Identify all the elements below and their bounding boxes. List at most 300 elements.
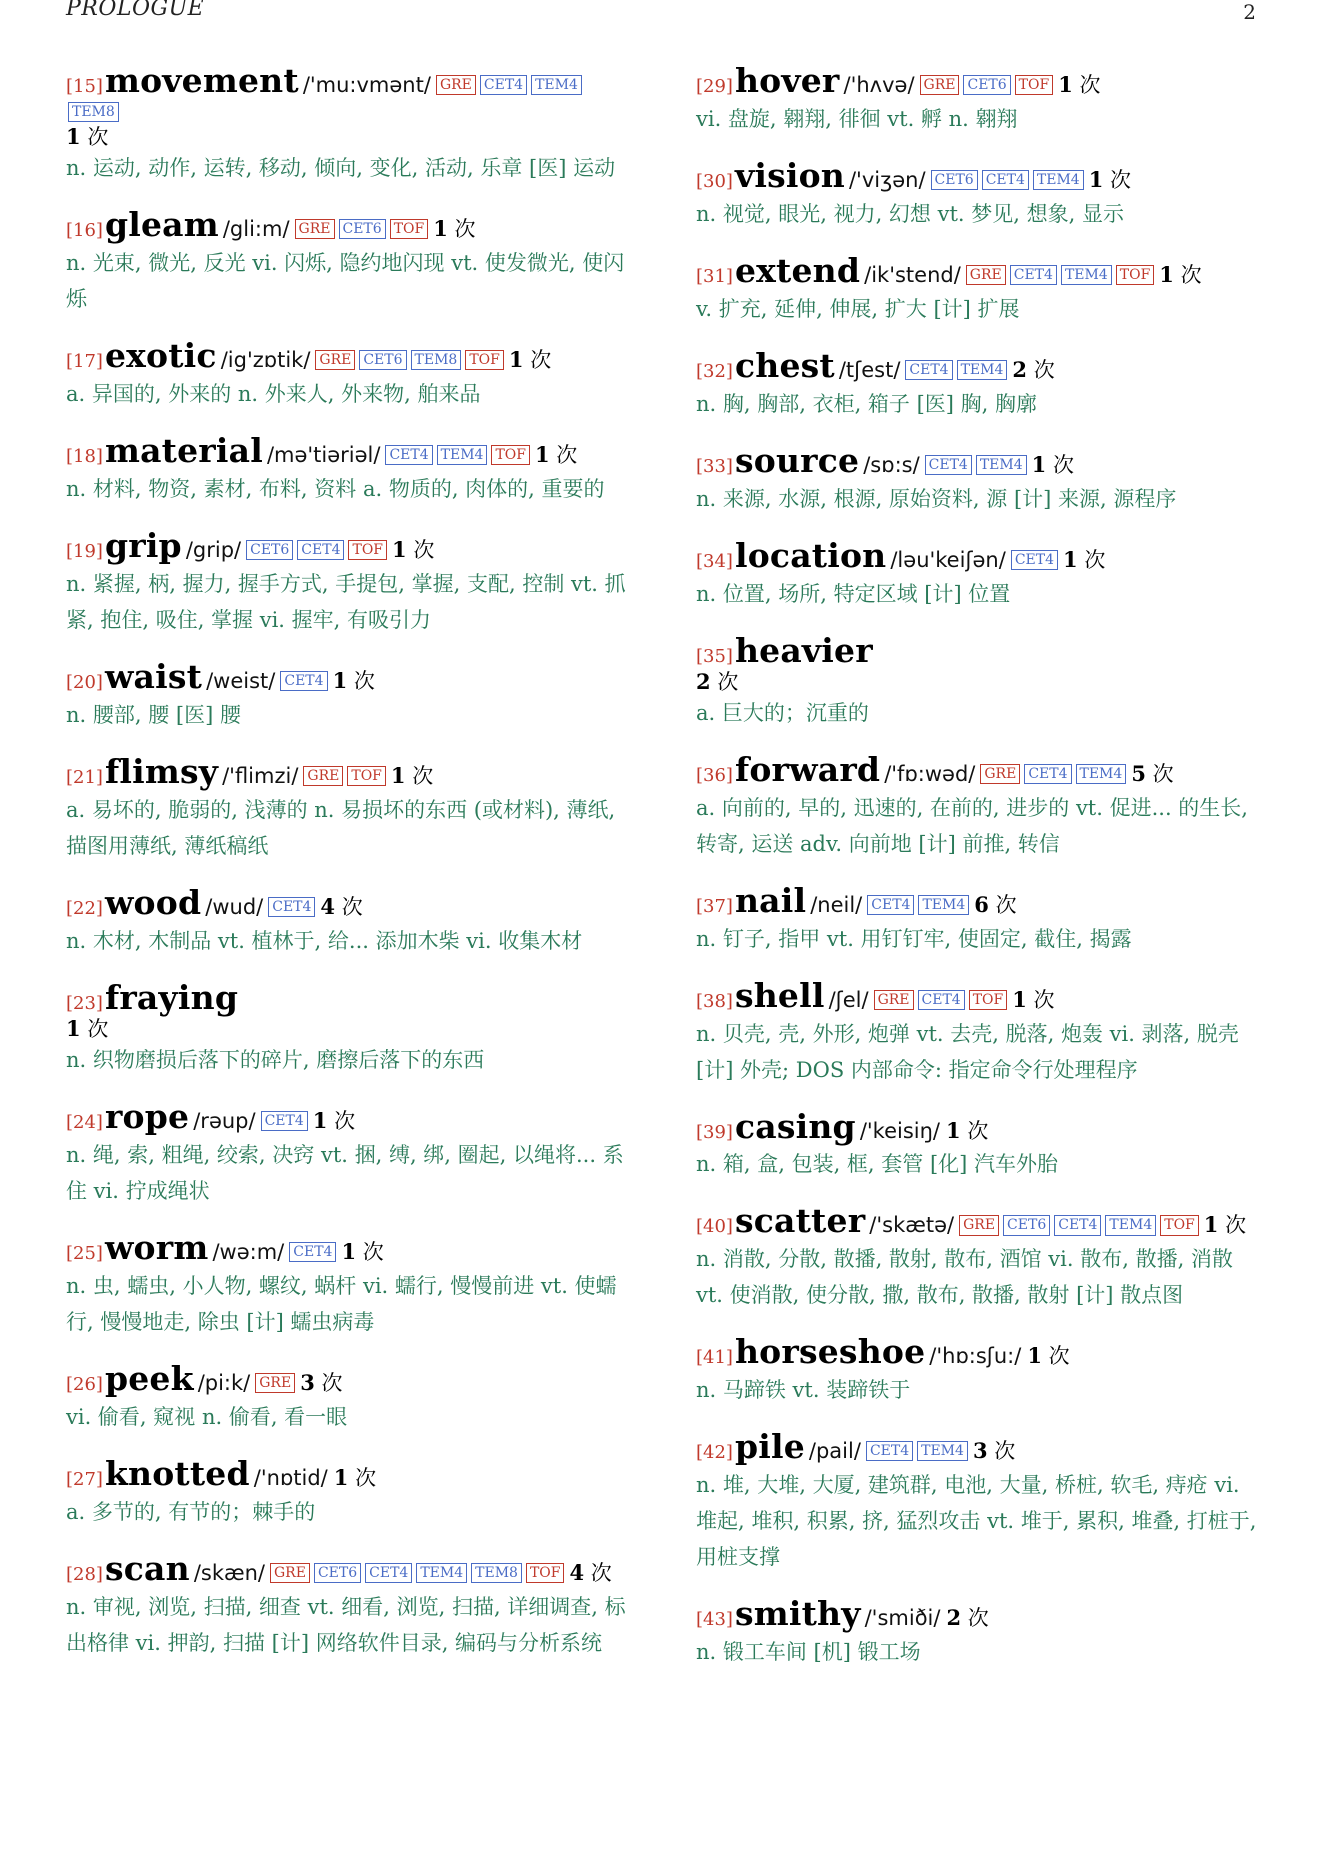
- entry-index: [36]: [696, 764, 733, 786]
- entry-definition: n. 锻工车间 [机] 锻工场: [696, 1640, 921, 1665]
- frequency-count: 1: [1088, 166, 1104, 192]
- entry-word: waist: [104, 657, 203, 697]
- entry-headline: [66, 62, 636, 149]
- vocab-entry: [696, 347, 1266, 422]
- frequency-count: 2: [946, 1605, 962, 1631]
- exam-tag-badge: TEM8: [68, 102, 119, 122]
- page-header: [66, 0, 1256, 26]
- vocab-entry: [696, 442, 1266, 517]
- vocab-entry: [696, 157, 1266, 232]
- entry-frequency: [1058, 73, 1100, 97]
- entry-phonetic: /'flimzi/: [222, 764, 299, 789]
- frequency-unit: 次: [556, 443, 578, 468]
- entry-headline: [696, 537, 1266, 575]
- entry-word: movement: [104, 61, 299, 100]
- frequency-unit: 次: [1079, 73, 1101, 97]
- entry-index: [20]: [66, 672, 103, 694]
- entry-headline: [66, 753, 636, 791]
- entry-headline: [66, 527, 636, 565]
- vocab-entry: [696, 1202, 1266, 1313]
- exam-tag-badge: CET4: [385, 445, 432, 465]
- entry-index: [15]: [66, 76, 103, 97]
- exam-tag-badge: TOF: [969, 990, 1008, 1010]
- exam-tag-badge: CET4: [1011, 550, 1058, 570]
- frequency-count: 1: [312, 1108, 328, 1134]
- frequency-unit: 次: [1152, 761, 1174, 786]
- entry-word: heavier: [734, 630, 873, 670]
- entry-phonetic: /grip/: [185, 538, 242, 563]
- chapter-title: PROLOGUE: [66, 0, 205, 21]
- entry-phonetic: /ʃel/: [828, 987, 869, 1012]
- entry-definition: n. 钉子, 指甲 vt. 用钉钉牢, 使固定, 截住, 揭露: [696, 926, 1132, 951]
- entry-headline: [696, 882, 1266, 920]
- entry-word: peek: [104, 1358, 194, 1398]
- entry-headline: [696, 1108, 1266, 1146]
- exam-tag-badge: GRE: [295, 219, 335, 239]
- exam-tag-badge: CET4: [982, 170, 1029, 190]
- entry-headline: [66, 1098, 636, 1136]
- exam-tag-badge: CET4: [918, 990, 965, 1010]
- entry-frequency: [392, 538, 434, 562]
- entry-word: gleam: [104, 205, 219, 245]
- exam-tag-badge: GRE: [303, 766, 343, 786]
- entry-index: [21]: [66, 767, 103, 789]
- entry-headline: [696, 1202, 1266, 1240]
- entry-word: casing: [734, 1106, 856, 1146]
- entry-index: [19]: [66, 541, 103, 563]
- vocab-entry: [696, 252, 1266, 327]
- entry-definition: vi. 盘旋, 翱翔, 徘徊 vt. 孵 n. 翱翔: [696, 106, 1018, 131]
- frequency-count: 1: [333, 1464, 349, 1490]
- entry-phonetic: /sɒ:s/: [863, 452, 920, 477]
- frequency-unit: 次: [1033, 357, 1055, 382]
- entry-phonetic: /skæn/: [193, 1560, 265, 1585]
- frequency-count: 1: [1012, 986, 1027, 1012]
- frequency-count: 1: [390, 763, 406, 789]
- entry-phonetic: /wud/: [205, 895, 264, 919]
- entry-headline: [66, 979, 636, 1041]
- vocab-entry: [66, 884, 636, 959]
- entry-word: hover: [734, 61, 840, 100]
- entry-frequency: [696, 670, 1266, 694]
- frequency-count: 1: [1159, 261, 1174, 287]
- exam-tag-badge: CET4: [1054, 1215, 1101, 1235]
- exam-tag-badge: TEM4: [976, 455, 1027, 475]
- entry-word: wood: [104, 883, 202, 922]
- frequency-unit: 次: [967, 1606, 989, 1631]
- entry-headline: [696, 252, 1266, 290]
- entry-index: [41]: [696, 1347, 733, 1369]
- entry-word: exotic: [104, 336, 217, 376]
- entry-frequency: [946, 1119, 988, 1143]
- entry-phonetic: /pail/: [808, 1439, 861, 1464]
- exam-tag-badge: CET4: [261, 1111, 308, 1131]
- entry-definition: v. 扩充, 延伸, 伸展, 扩大 [计] 扩展: [696, 296, 1020, 321]
- exam-tag-badge: TEM4: [1076, 764, 1127, 784]
- vocab-entry: [66, 1098, 636, 1209]
- entry-phonetic: /'skætə/: [869, 1213, 955, 1238]
- frequency-unit: 次: [454, 217, 476, 242]
- page-number: 2: [1243, 0, 1256, 24]
- entry-frequency: [313, 1109, 355, 1133]
- entry-definition: n. 审视, 浏览, 扫描, 细查 vt. 细看, 浏览, 扫描, 详细调查, 标出格律 vi. 押韵, 扫描 [计] 网络软件目录, 编码与分析系统: [66, 1594, 626, 1655]
- frequency-unit: 次: [341, 895, 363, 919]
- entry-word: forward: [734, 749, 881, 789]
- entry-word: pile: [734, 1427, 805, 1467]
- entry-index: [30]: [696, 170, 733, 192]
- entry-headline: [66, 1229, 636, 1267]
- frequency-unit: 次: [1110, 167, 1132, 192]
- exam-tag-badge: TOF: [465, 350, 504, 370]
- exam-tag-badge: CET4: [866, 1441, 913, 1461]
- frequency-unit: 次: [413, 538, 435, 563]
- entry-frequency: [66, 1017, 636, 1041]
- entry-definition: a. 异国的, 外来的 n. 外来人, 外来物, 舶来品: [66, 382, 481, 407]
- vocab-entry: [66, 1455, 636, 1530]
- entry-index: [40]: [696, 1216, 733, 1238]
- frequency-unit: 次: [1225, 1213, 1247, 1238]
- exam-tag-badge: TEM4: [918, 895, 969, 915]
- entry-definition: n. 运动, 动作, 运转, 移动, 倾向, 变化, 活动, 乐章 [医] 运动: [66, 156, 616, 181]
- entry-phonetic: /weist/: [206, 669, 276, 694]
- frequency-unit: 次: [412, 764, 434, 789]
- entry-word: location: [734, 535, 887, 575]
- entry-phonetic: /ləu'keiʃən/: [890, 547, 1006, 572]
- entry-frequency: [334, 1466, 376, 1490]
- frequency-unit: 次: [87, 1016, 109, 1041]
- entry-index: [27]: [66, 1468, 103, 1490]
- entry-phonetic: /'fɒ:wəd/: [884, 761, 976, 786]
- exam-tag-badge: TOF: [526, 1563, 565, 1583]
- frequency-count: 1: [1027, 1343, 1042, 1369]
- entry-index: [42]: [696, 1442, 733, 1464]
- entry-definition: vi. 偷看, 窥视 n. 偷看, 看一眼: [66, 1404, 348, 1429]
- vocab-entry: [696, 882, 1266, 957]
- entry-word: scatter: [734, 1201, 866, 1241]
- entry-word: rope: [104, 1097, 190, 1137]
- exam-tag-badge: TEM4: [917, 1441, 968, 1461]
- exam-tag-badge: GRE: [255, 1373, 295, 1393]
- exam-tag-badge: TOF: [1015, 75, 1054, 95]
- entry-frequency: [300, 1371, 342, 1395]
- entry-definition: n. 贝壳, 壳, 外形, 炮弹 vt. 去壳, 脱落, 炮轰 vi. 剥落, 脱壳 [计] 外壳; DOS 内部命令: 指定命令行处理程序: [696, 1021, 1239, 1082]
- entry-frequency: [569, 1561, 611, 1585]
- frequency-count: 3: [300, 1369, 315, 1395]
- entry-headline: [66, 337, 636, 375]
- entry-frequency: [946, 1606, 988, 1630]
- entry-frequency: [433, 217, 475, 241]
- entry-phonetic: /'keisiŋ/: [859, 1118, 940, 1143]
- entry-index: [23]: [66, 992, 103, 1014]
- entry-headline: [696, 632, 1266, 694]
- entry-frequency: [1012, 988, 1054, 1012]
- entry-headline: [66, 1455, 636, 1493]
- entry-definition: n. 箱, 盒, 包装, 框, 套管 [化] 汽车外胎: [696, 1152, 1059, 1177]
- exam-tag-badge: TEM4: [1105, 1215, 1156, 1235]
- exam-tag-badge: CET4: [268, 897, 315, 917]
- exam-tag-badge: TEM4: [1033, 170, 1084, 190]
- entry-definition: n. 织物磨损后落下的碎片, 磨擦后落下的东西: [66, 1048, 485, 1073]
- entry-definition: n. 视觉, 眼光, 视力, 幻想 vt. 梦见, 想象, 显示: [696, 201, 1124, 226]
- frequency-unit: 次: [321, 1370, 343, 1395]
- entry-phonetic: /'viʒən/: [848, 167, 926, 192]
- exam-tag-badge: CET6: [314, 1563, 361, 1583]
- entry-frequency: [1012, 358, 1054, 382]
- entry-index: [18]: [66, 446, 103, 468]
- entry-index: [28]: [66, 1563, 103, 1585]
- exam-tag-badge: CET4: [925, 455, 972, 475]
- entry-index: [25]: [66, 1242, 103, 1264]
- entry-index: [34]: [696, 550, 733, 572]
- frequency-unit: 次: [87, 125, 109, 150]
- entry-word: nail: [734, 880, 807, 920]
- vocab-entry: [696, 751, 1266, 862]
- vocab-entry: [696, 1595, 1266, 1670]
- entry-frequency: [1063, 548, 1105, 572]
- entry-frequency: [341, 1240, 383, 1264]
- frequency-count: 2: [1012, 356, 1028, 382]
- entry-definition: a. 巨大的；沉重的: [696, 700, 869, 725]
- entry-word: worm: [104, 1227, 209, 1267]
- entry-frequency: [1131, 762, 1173, 786]
- entry-headline: [696, 1428, 1266, 1466]
- frequency-count: 5: [1131, 760, 1146, 786]
- frequency-count: 1: [508, 347, 524, 373]
- vocab-entry: [696, 977, 1266, 1088]
- vocab-entry: [66, 1360, 636, 1435]
- entry-word: chest: [734, 345, 835, 385]
- exam-tag-badge: TEM4: [1061, 265, 1112, 285]
- left-column: [66, 62, 636, 1681]
- entry-index: [39]: [696, 1121, 733, 1143]
- entry-headline: [66, 658, 636, 696]
- entry-phonetic: /'smiði/: [864, 1606, 941, 1631]
- entry-frequency: [333, 669, 375, 693]
- entry-frequency: [1204, 1213, 1246, 1237]
- entry-phonetic: /neil/: [810, 892, 863, 917]
- frequency-unit: 次: [1048, 1344, 1070, 1369]
- exam-tag-badge: GRE: [270, 1563, 310, 1583]
- entry-headline: [66, 206, 636, 244]
- exam-tag-badge: GRE: [966, 265, 1006, 285]
- vocab-entry: [696, 1333, 1266, 1408]
- entry-headline: [66, 1360, 636, 1398]
- frequency-unit: 次: [717, 669, 739, 694]
- entry-index: [33]: [696, 455, 733, 477]
- exam-tag-badge: CET6: [931, 170, 978, 190]
- entry-word: source: [734, 440, 860, 480]
- entry-word: material: [104, 431, 263, 471]
- vocab-entry: [66, 658, 636, 733]
- frequency-count: 1: [534, 442, 550, 468]
- entry-definition: a. 易坏的, 脆弱的, 浅薄的 n. 易损坏的东西 (或材料), 薄纸, 描图用薄纸, 薄纸稿纸: [66, 798, 616, 858]
- entry-index: [31]: [696, 265, 733, 287]
- entry-word: vision: [734, 155, 845, 195]
- frequency-count: 1: [433, 216, 448, 242]
- entry-phonetic: /'nɒtid/: [253, 1465, 328, 1490]
- entry-definition: n. 木材, 木制品 vt. 植林于, 给... 添加木柴 vi. 收集木材: [66, 928, 583, 953]
- frequency-unit: 次: [995, 892, 1017, 917]
- entry-word: knotted: [104, 1453, 250, 1493]
- vocab-entry: [66, 337, 636, 412]
- frequency-unit: 次: [1052, 452, 1074, 477]
- entry-definition: a. 多节的, 有节的；棘手的: [66, 1499, 316, 1524]
- entry-word: grip: [104, 526, 182, 566]
- entry-frequency: [535, 443, 577, 467]
- exam-tag-badge: TEM4: [416, 1563, 467, 1583]
- entry-definition: n. 绳, 索, 粗绳, 绞索, 决窍 vt. 捆, 缚, 绑, 圈起, 以绳将... 系住 vi. 拧成绳状: [66, 1142, 624, 1203]
- entry-frequency: [509, 348, 551, 372]
- frequency-count: 1: [332, 668, 348, 694]
- entry-index: [32]: [696, 360, 733, 382]
- entry-definition: n. 堆, 大堆, 大厦, 建筑群, 电池, 大量, 桥桩, 软毛, 痔疮 vi. 堆起, 堆积, 积累, 挤, 猛烈攻击 vt. 堆于, 累积, 堆叠, 打桩于, 用桩支撑: [696, 1473, 1257, 1570]
- exam-tag-badge: TOF: [491, 445, 530, 465]
- exam-tag-badge: GRE: [959, 1215, 999, 1235]
- frequency-count: 1: [341, 1238, 357, 1264]
- frequency-count: 4: [320, 894, 336, 919]
- entry-definition: n. 腰部, 腰 [医] 腰: [66, 703, 241, 728]
- exam-tag-badge: CET4: [480, 75, 527, 95]
- exam-tag-badge: CET4: [280, 671, 327, 691]
- exam-tag-badge: TEM4: [957, 360, 1008, 380]
- entry-frequency: [973, 1439, 1015, 1463]
- exam-tag-badge: CET4: [867, 895, 914, 915]
- entry-headline: [696, 157, 1266, 195]
- vocab-entry: [66, 1550, 636, 1661]
- entry-word: shell: [734, 975, 825, 1015]
- entry-word: fraying: [104, 977, 239, 1017]
- entry-headline: [696, 62, 1266, 100]
- entry-definition: n. 来源, 水源, 根源, 原始资料, 源 [计] 来源, 源程序: [696, 486, 1177, 511]
- vocab-entry: [696, 632, 1266, 731]
- frequency-unit: 次: [353, 669, 375, 694]
- entry-definition: n. 马蹄铁 vt. 装蹄铁于: [696, 1378, 911, 1403]
- entry-headline: [696, 1595, 1266, 1633]
- entry-frequency: [1027, 1344, 1069, 1368]
- entry-index: [22]: [66, 898, 103, 919]
- entry-word: smithy: [734, 1594, 861, 1634]
- entry-frequency: [391, 764, 433, 788]
- entry-index: [26]: [66, 1373, 103, 1395]
- frequency-count: 6: [974, 891, 989, 917]
- vocab-entry: [66, 527, 636, 638]
- entry-headline: [696, 977, 1266, 1015]
- entry-headline: [696, 1333, 1266, 1371]
- entry-frequency: [1032, 453, 1074, 477]
- exam-tag-badge: TOF: [1116, 265, 1155, 285]
- vocab-entry: [696, 62, 1266, 137]
- entry-frequency: [320, 895, 362, 919]
- entry-phonetic: /tʃest/: [838, 357, 901, 382]
- exam-tag-badge: TEM8: [411, 350, 462, 370]
- right-column: [696, 62, 1266, 1690]
- entry-definition: n. 紧握, 柄, 握力, 握手方式, 手提包, 掌握, 支配, 控制 vt. 抓紧, 抱住, 吸住, 掌握 vi. 握牢, 有吸引力: [66, 572, 626, 633]
- entry-headline: [696, 347, 1266, 385]
- frequency-unit: 次: [362, 1239, 384, 1264]
- frequency-count: 1: [1031, 451, 1047, 477]
- frequency-unit: 次: [1084, 547, 1106, 572]
- entry-index: [35]: [696, 645, 733, 667]
- entry-headline: [66, 884, 636, 922]
- frequency-count: 1: [392, 537, 407, 563]
- exam-tag-badge: TOF: [390, 219, 429, 239]
- vocab-entry: [66, 432, 636, 507]
- entry-phonetic: /wə:m/: [212, 1239, 285, 1264]
- exam-tag-badge: GRE: [436, 75, 476, 95]
- entry-definition: n. 材料, 物资, 素材, 布料, 资料 a. 物质的, 肉体的, 重要的: [66, 477, 605, 502]
- entry-phonetic: /ik'stend/: [864, 262, 961, 287]
- vocab-entry: [696, 537, 1266, 612]
- frequency-count: 1: [946, 1117, 961, 1143]
- entry-frequency: [1089, 168, 1131, 192]
- vocab-entry: [66, 1229, 636, 1340]
- vocab-entry: [66, 62, 636, 186]
- entry-headline: [66, 432, 636, 470]
- frequency-count: 1: [66, 124, 81, 150]
- vocab-entry: [66, 753, 636, 864]
- exam-tag-badge: CET4: [1010, 265, 1057, 285]
- exam-tag-badge: CET4: [297, 540, 344, 560]
- exam-tag-badge: GRE: [920, 75, 960, 95]
- frequency-count: 2: [696, 668, 711, 694]
- entry-headline: [696, 751, 1266, 789]
- exam-tag-badge: TEM8: [471, 1563, 522, 1583]
- entry-frequency: [974, 893, 1016, 917]
- entry-phonetic: /ig'zɒtik/: [220, 348, 311, 373]
- exam-tag-badge: CET4: [1024, 764, 1071, 784]
- exam-tag-badge: CET6: [1003, 1215, 1050, 1235]
- exam-tag-badge: GRE: [980, 764, 1020, 784]
- entry-headline: [66, 1550, 636, 1588]
- exam-tag-badge: CET4: [289, 1242, 336, 1262]
- entry-index: [17]: [66, 351, 103, 373]
- frequency-count: 1: [1063, 546, 1078, 572]
- frequency-unit: 次: [1180, 262, 1202, 287]
- frequency-unit: 次: [967, 1118, 989, 1143]
- entry-index: [38]: [696, 990, 733, 1012]
- entry-word: horseshoe: [734, 1332, 926, 1372]
- exam-tag-badge: CET6: [963, 75, 1010, 95]
- exam-tag-badge: TOF: [348, 540, 387, 560]
- entry-phonetic: /'hʌvə/: [843, 73, 915, 97]
- entry-definition: n. 光束, 微光, 反光 vi. 闪烁, 隐约地闪现 vt. 使发微光, 使闪烁: [66, 251, 625, 312]
- vocab-entry: [696, 1428, 1266, 1575]
- exam-tag-badge: CET6: [246, 540, 293, 560]
- frequency-unit: 次: [355, 1465, 377, 1490]
- entry-phonetic: /rəup/: [193, 1109, 256, 1134]
- exam-tag-badge: CET4: [365, 1563, 412, 1583]
- entry-phonetic: /gli:m/: [222, 217, 290, 242]
- exam-tag-badge: TOF: [347, 766, 386, 786]
- frequency-count: 1: [66, 1015, 81, 1041]
- entry-definition: n. 虫, 蠕虫, 小人物, 螺纹, 蜗杆 vi. 蠕行, 慢慢前进 vt. 使蠕行, 慢慢地走, 除虫 [计] 蠕虫病毒: [66, 1273, 617, 1334]
- exam-tag-badge: TEM4: [437, 445, 488, 465]
- frequency-unit: 次: [334, 1109, 356, 1134]
- entry-definition: a. 向前的, 早的, 迅速的, 在前的, 进步的 vt. 促进... 的生长, 转寄, 运送 adv. 向前地 [计] 前推, 转信: [696, 795, 1248, 856]
- vocab-entry: [66, 979, 636, 1078]
- vocab-entry: [696, 1108, 1266, 1183]
- exam-tag-badge: CET6: [339, 219, 386, 239]
- frequency-unit: 次: [530, 348, 552, 373]
- exam-tag-badge: CET4: [905, 360, 952, 380]
- exam-tag-badge: TOF: [1160, 1215, 1199, 1235]
- exam-tag-badge: GRE: [874, 990, 914, 1010]
- entry-headline: [696, 442, 1266, 480]
- exam-tag-badge: TEM4: [531, 75, 582, 95]
- entry-definition: n. 胸, 胸部, 衣柜, 箱子 [医] 胸, 胸廓: [696, 391, 1038, 416]
- entry-index: [37]: [696, 895, 733, 917]
- frequency-count: 1: [1058, 72, 1073, 97]
